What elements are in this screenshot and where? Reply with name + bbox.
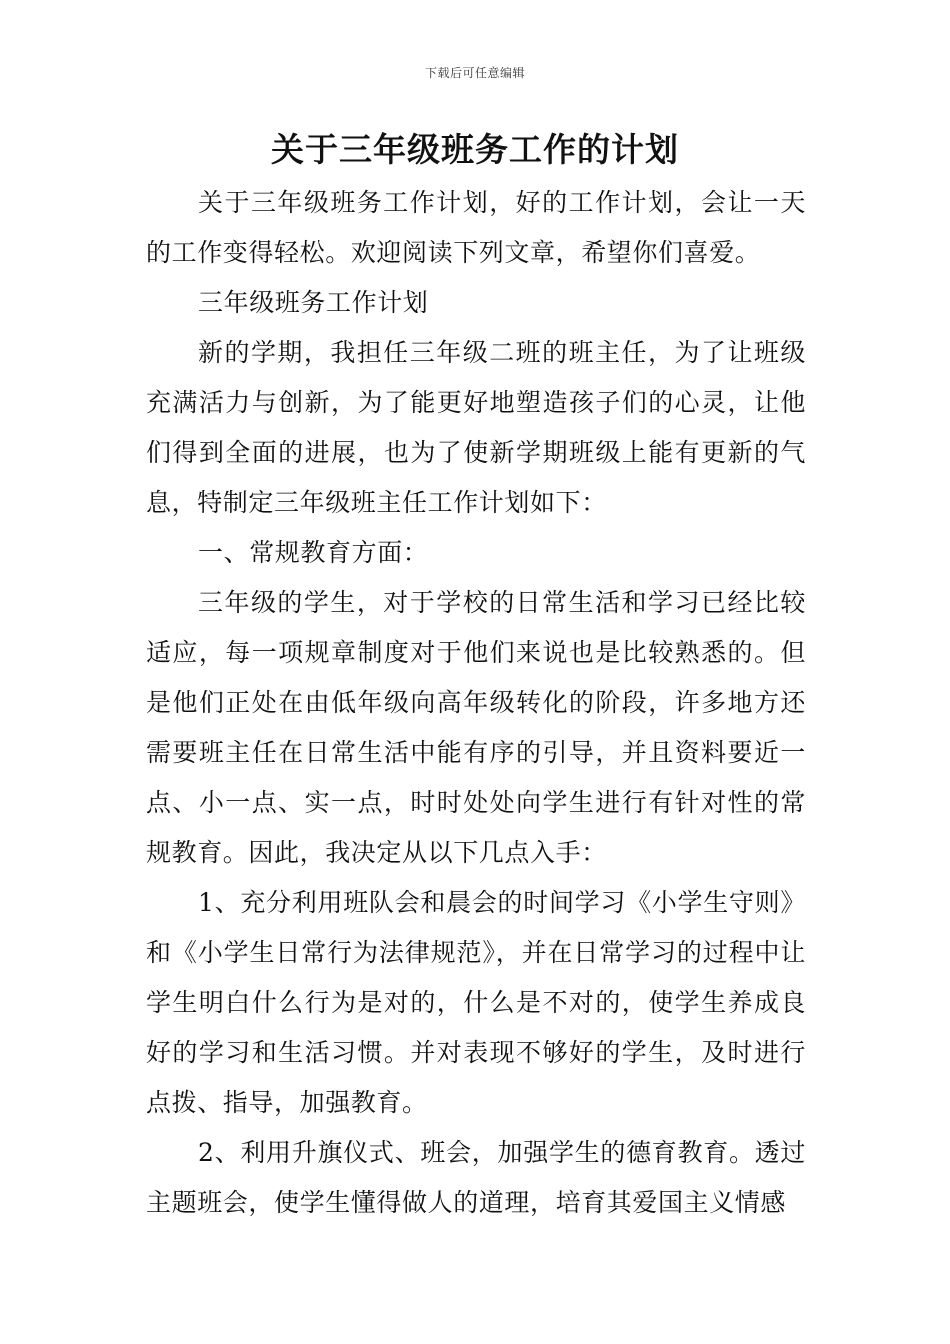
paragraph-intro: 关于三年级班务工作计划，好的工作计划，会让一天的工作变得轻松。欢迎阅读下列文章，希望你们喜爱。 <box>146 188 806 267</box>
paragraph-overview: 新的学期，我担任三年级二班的班主任，为了让班级充满活力与创新，为了能更好地塑造孩子们的心灵，让他们得到全面的进展，也为了使新学期班级上能有更新的气息，特制定三年级班主任工作计划如下： <box>146 338 806 517</box>
paragraph-subtitle: 三年级班务工作计划 <box>198 288 429 317</box>
page-title: 关于三年级班务工作的计划 <box>271 130 679 169</box>
paragraph-routine: 三年级的学生，对于学校的日常生活和学习已经比较适应，每一项规章制度对于他们来说也是比较熟悉的。但是他们正处在由低年级向高年级转化的阶段，许多地方还需要班主任在日常生活中能有序的引导，并且资料要近一点、小一点、实一点，时时处处向学生进行有针对性的常规教育。因此，我决定从以下几点入手： <box>146 588 806 867</box>
document-body <box>146 178 806 1228</box>
section-heading-routine: 一、常规教育方面： <box>198 538 429 567</box>
paragraph-item-2: 2、利用升旗仪式、班会，加强学生的德育教育。透过主题班会，使学生懂得做人的道理，培育其爱国主义情感 <box>146 1138 806 1217</box>
paragraph-item-1: 1、充分利用班队会和晨会的时间学习《小学生守则》和《小学生日常行为法律规范》，并在日常学习的过程中让学生明白什么行为是对的，什么是不对的，使学生养成良好的学习和生活习惯。并对表现不够好的学生，及时进行点拨、指导，加强教育。 <box>146 888 806 1117</box>
header-note: 下载后可任意编辑 <box>424 66 525 80</box>
